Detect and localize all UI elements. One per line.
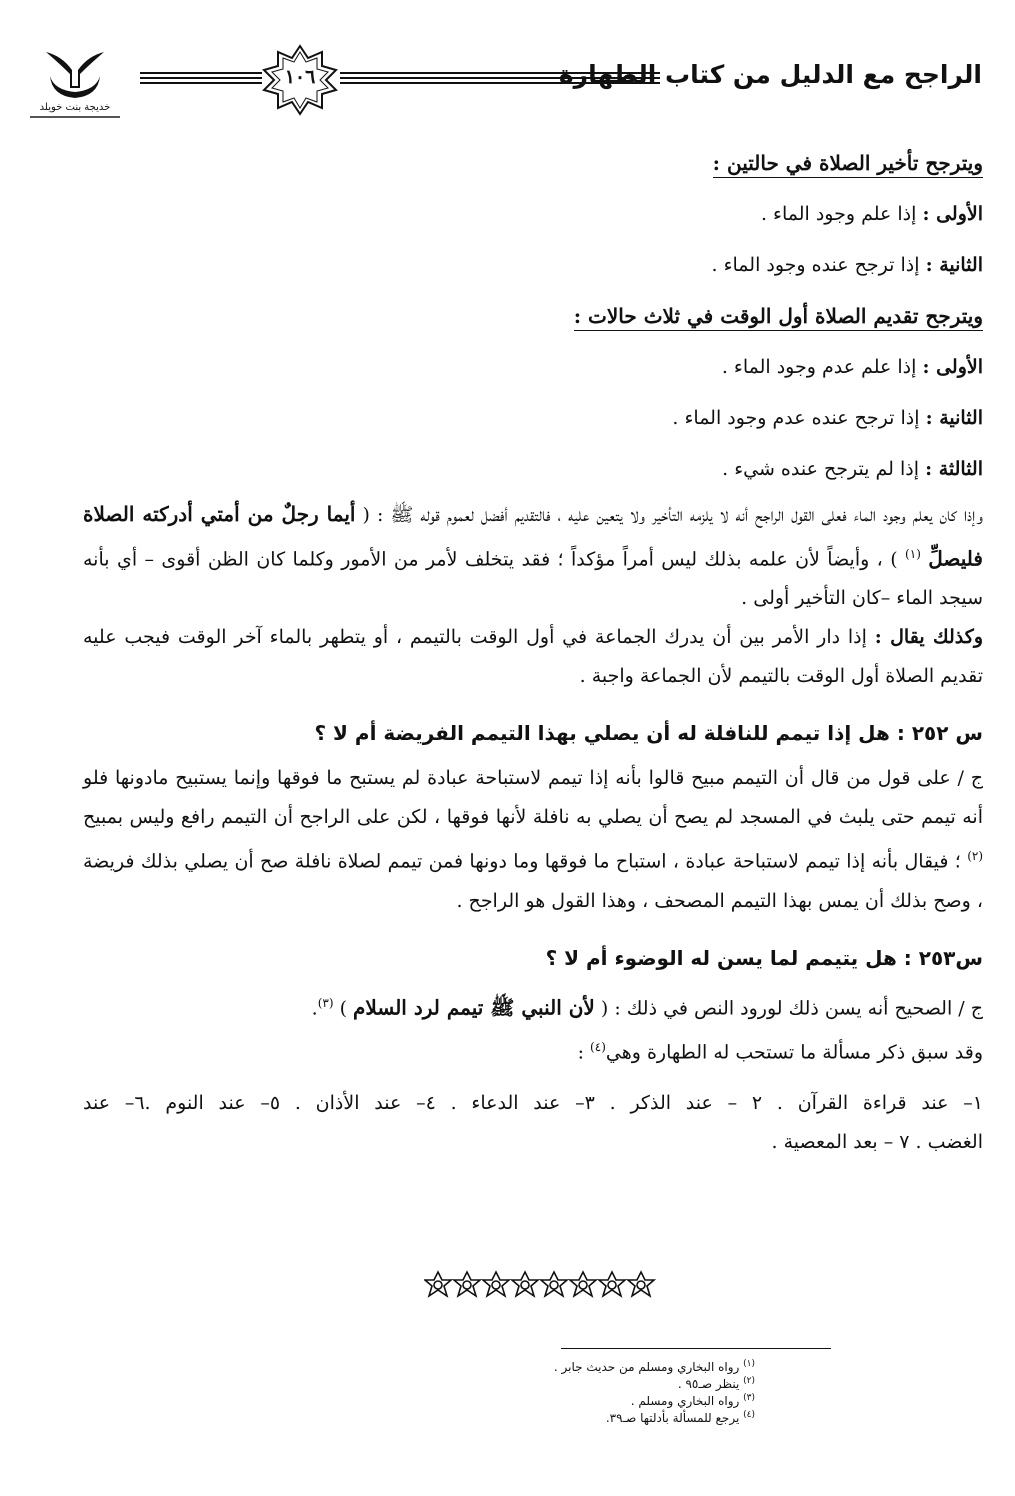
delay-case-1: الأولى : إذا علم وجود الماء .: [760, 203, 983, 225]
paragraph-recommended-purity: وقد سبق ذكر مسألة ما تستحب له الطهارة وهي$^{(٤)}$ :: [577, 1039, 983, 1064]
logo-text: خديجة بنت خويلد: [39, 102, 111, 113]
footnotes: [315, 1356, 755, 1424]
answer-252: ج / على قول من قال أن التيمم مبيح قالوا بأنه إذا تيمم لاستباحة عبادة لم يستبح ما فوقها وإنما يستبيح مادونها فلو أنه تيمم حتى يلبث في المسجد لم يصح أن يصلي به نافلة لأنها فوقها ، لكن على الراجح أن التيمم رافع وليس بمبيح $^{(٢)}$ ؛ فيقال بأنه إذا تيمم لاستباحة عبادة ، استباح ما فوقها وما دونها فمن تيمم لصلاة نافلة صح أن يصلي بذلك فريضة ، وصح بذلك أن يمس بهذا التيمم المصحف ، وهذا القول هو الراجح .: [83, 767, 984, 912]
paragraph-known-water: وإذا كان يعلم وجود الماء فعلى القول الراجح أنه لا يلزمه التأخير ولا يتعين عليه ، فالتقديم أفضل لعموم قوله ﷺ : ( أيما رجلٌ من أمتي أدركته الصلاة فليصلِّ $^{(١)}$ ) ، وأيضاً لأن علمه بذلك ليس أمراً مؤكداً ؛ فقد يتخلف لأمر من الأمور وكلما كان الظن أقوى – أي بأنه سيجد الماء –كان التأخير أولى .: [83, 502, 984, 610]
answer-253: ج / الصحيح أنه يسن ذلك لورود النص في ذلك : ( لأن النبي ﷺ تيمم لرد السلام ) $^{(٣)}$.: [311, 994, 983, 1019]
footnote-2: $^{(٢)}$ ينظر صـ٩٥ .: [677, 1376, 755, 1391]
book-title: الراجح مع الدليل من كتاب الطهارة: [558, 60, 982, 89]
ornament-separator: [424, 1270, 664, 1304]
footnote-3: $^{(٣)}$ رواه البخاري ومسلم .: [630, 1393, 755, 1408]
logo-emblem-icon: [42, 46, 108, 102]
delay-case-2: الثانية : إذا ترجح عنده وجود الماء .: [711, 254, 983, 276]
hadith-quote: أيما رجلٌ من أمتي أدركته الصلاة فليصلِّ: [83, 502, 983, 571]
question-253: س٢٥٣ : هل يتيمم لما يسن له الوضوء أم لا ؟: [545, 945, 983, 970]
logo-underline: [30, 116, 120, 118]
main-content: [83, 138, 983, 1162]
page-number: ١٠٦: [284, 66, 316, 88]
advance-case-2: الثانية : إذا ترجح عنده عدم وجود الماء .: [672, 407, 983, 429]
advance-case-3: الثالثة : إذا لم يترجح عنده شيء .: [722, 458, 983, 480]
hadith-quote-2: لأن النبي ﷺ تيمم لرد السلام: [353, 994, 595, 1019]
header-rule-right: [340, 72, 660, 84]
heading-delay-cases: ويترجح تأخير الصلاة في حالتين :: [83, 138, 983, 189]
page-header: [22, 40, 982, 130]
footnote-ref-3: (٣): [317, 995, 334, 1010]
paragraph-congregation: وكذلك يقال : إذا دار الأمر بين أن يدرك الجماعة في أول الوقت بالتيمم ، أو يتطهر بالماء آخر الوقت فيجب عليه تقديم الصلاة أول الوقت بالتيمم لأن الجماعة واجبة .: [83, 626, 983, 688]
header-rule-left: [140, 72, 262, 84]
page-number-badge: [260, 44, 340, 116]
footnote-1: $^{(١)}$ رواه البخاري ومسلم من حديث جابر .: [553, 1359, 755, 1374]
list-occasions: ١– عند قراءة القرآن . ٢ – عند الذكر . ٣– عند الدعاء . ٤– عند الأذان . ٥– عند النوم .٦– عند: [83, 1092, 983, 1115]
footnote-ref-1: (١): [905, 547, 921, 561]
footnote-ref-4: (٤): [590, 1039, 606, 1054]
question-252: س ٢٥٢ : هل إذا تيمم للنافلة له أن يصلي بهذا التيمم الفريضة أم لا ؟: [314, 721, 983, 746]
footnote-4: $^{(٤)}$ يرجع للمسألة بأدلتها صـ٣٩.: [605, 1410, 755, 1425]
star-ornament-icon: [424, 1270, 656, 1300]
footnote-separator: [561, 1348, 831, 1349]
advance-case-1: الأولى : إذا علم عدم وجود الماء .: [721, 356, 983, 378]
footnote-ref-2: (٢): [967, 849, 984, 864]
list-occasions-cont: الغضب . ٧ – بعد المعصية .: [771, 1131, 983, 1154]
publisher-logo: [30, 46, 120, 126]
heading-advance-cases: ويترجح تقديم الصلاة أول الوقت في ثلاث حالات :: [83, 291, 983, 342]
